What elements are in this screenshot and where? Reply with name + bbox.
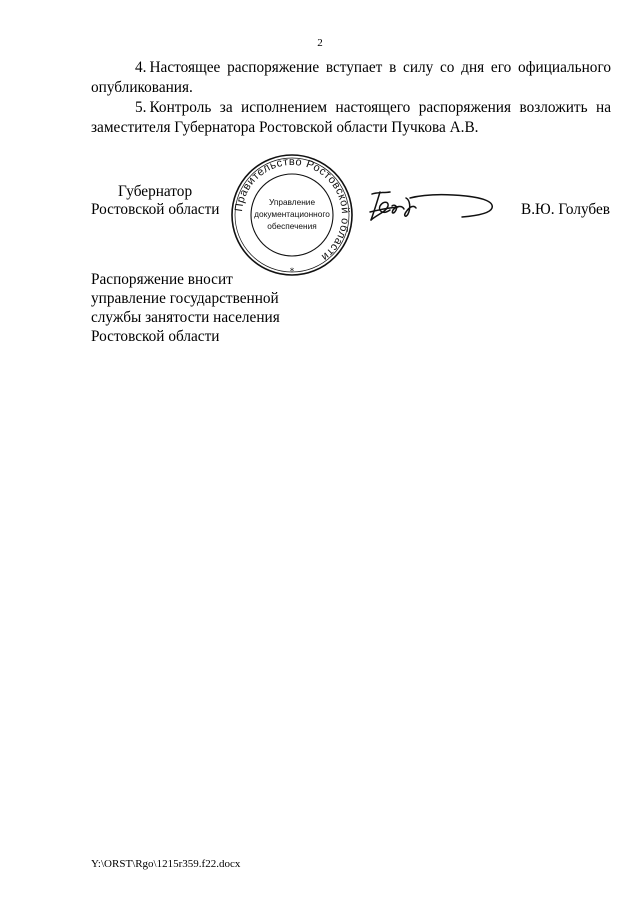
handwritten-signature	[366, 184, 496, 230]
footer-file-path: Y:\ORST\Rgo\1215r359.f22.docx	[91, 858, 241, 870]
submitter-line: Ростовской области	[91, 328, 220, 345]
paragraph-text: Контроль за исполнением настоящего распоряжения возложить на заместителя Губернатора Ростовской области Пучкова А.В.	[91, 99, 611, 136]
submitter-note	[91, 270, 280, 346]
paragraph-text: Настоящее распоряжение вступает в силу со дня его официального опубликования.	[91, 59, 611, 96]
paragraph-number: 4.	[135, 59, 147, 76]
paragraph-5	[91, 98, 611, 138]
document-body	[91, 58, 611, 138]
seal-outer-text-path: Правительство Ростовской области	[233, 155, 352, 264]
page-number: 2	[317, 37, 323, 49]
paragraph-number: 5.	[135, 99, 147, 116]
seal-center-line-2: документационного	[254, 209, 330, 219]
signer-name: В.Ю. Голубев	[521, 201, 611, 218]
governor-title: Губернатор	[118, 183, 193, 200]
paragraph-4	[91, 58, 611, 98]
submitter-line: Распоряжение вносит	[91, 271, 233, 288]
seal-center-line-1: Управление	[268, 197, 316, 207]
seal-star: *	[289, 267, 295, 277]
submitter-line: управление государственной	[91, 290, 279, 307]
seal-center-line-3: обеспечения	[267, 221, 317, 231]
submitter-line: службы занятости населения	[91, 309, 280, 326]
governor-region: Ростовской области	[91, 201, 220, 218]
official-seal	[229, 152, 355, 278]
